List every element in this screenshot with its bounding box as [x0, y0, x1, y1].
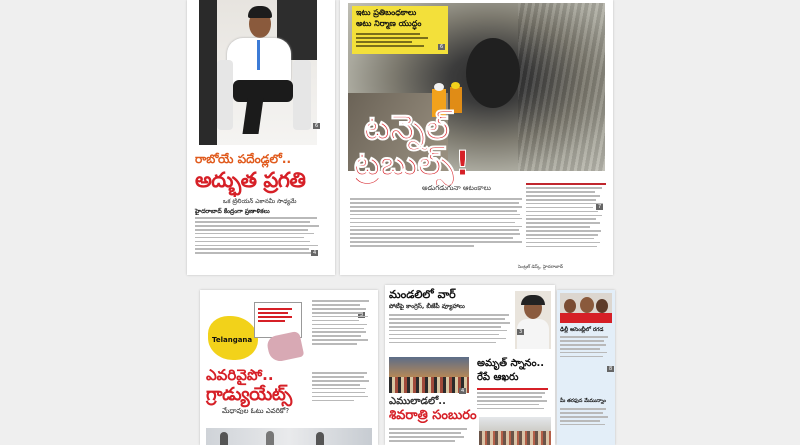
subheadline: మేధావుల ఓటు ఎవరికో? — [222, 407, 290, 415]
telangana-logo-text: Telangana — [212, 336, 253, 344]
bathing-crowd-photo — [479, 417, 551, 445]
yellow-box-title-2: అటు నిర్మాణ యుద్ధం — [356, 19, 422, 28]
crowd-photo — [206, 428, 372, 445]
side-headline-2: మీ తరఫున మేమున్నాం — [560, 398, 606, 404]
page-number-badge: 4 — [461, 388, 465, 394]
article-body — [312, 370, 372, 403]
page-number-badge: 3 — [519, 329, 523, 335]
section-headline: మండలిలో వార్ — [389, 288, 456, 301]
page-number-badge: 7 — [598, 204, 602, 210]
article-body — [350, 196, 522, 249]
page-bottom-right[interactable] — [557, 290, 615, 445]
headline-main: గ్రాడ్యుయేట్స్ — [206, 384, 292, 405]
page-number-badge: 6 — [440, 44, 444, 50]
side-bullets — [312, 298, 372, 347]
telangana-map-graphic — [206, 298, 306, 366]
main-headline-line2: ట్రబుల్స్! — [354, 144, 471, 184]
right-column — [526, 183, 606, 250]
page-bottom-left[interactable] — [200, 290, 378, 445]
article-body — [389, 312, 511, 345]
side-body-2 — [560, 406, 610, 428]
headline-main: అద్భుత ప్రగతి — [195, 168, 306, 192]
page-number-badge: 8 — [609, 366, 613, 372]
yellow-box-title: ఇటు ప్రతిబంధకాలు — [356, 8, 417, 17]
page-bottom-mid[interactable] — [385, 285, 555, 445]
page-number-badge: 6 — [315, 123, 319, 129]
second-headline-small: ఎములాడలో.. — [389, 396, 446, 407]
right-headline: అమృత్ స్నానం.. — [477, 358, 545, 369]
side-body — [560, 334, 610, 360]
article-body-2 — [389, 426, 471, 444]
second-headline-main: శివరాత్రి సంబురం — [389, 408, 477, 423]
main-subheadline: అడుగడుగునా ఆటంకాలు — [422, 184, 491, 192]
politician-photo — [199, 0, 317, 145]
right-subheadline: రేపే ఆఖరు — [477, 372, 519, 383]
byline: సెంట్రల్ డెస్క్, హైదరాబాద్ — [518, 265, 564, 270]
section-subheadline: పోటీపై కాంగ్రెస్, బీజేపీ వ్యూహాలు — [389, 303, 465, 310]
subheadline: ఒక ట్రిలియన్ ఎకానమీ సాధ్యమే — [223, 198, 297, 205]
side-headline: ఢిల్లీ అసెంబ్లీలో రగడ — [560, 327, 604, 333]
headline-small: ఎవరివైపో.. — [206, 366, 274, 384]
page-number-badge: 4 — [313, 250, 317, 256]
page-top-main[interactable] — [340, 0, 613, 275]
bullet-list — [195, 215, 323, 256]
page-top-left[interactable] — [187, 0, 335, 275]
right-body — [477, 386, 551, 412]
festival-crowd-photo — [389, 357, 469, 393]
leaders-photo — [560, 293, 612, 323]
main-headline-line1: టన్నెల్ — [364, 108, 450, 148]
headline-small: రాబోయే పదేండ్లలో.. — [195, 152, 292, 166]
portrait-photo — [515, 291, 551, 349]
yellow-info-box — [352, 6, 448, 54]
section-title: హైదరాబాద్ కేంద్రంగా ప్రణాళికలు — [195, 208, 270, 215]
